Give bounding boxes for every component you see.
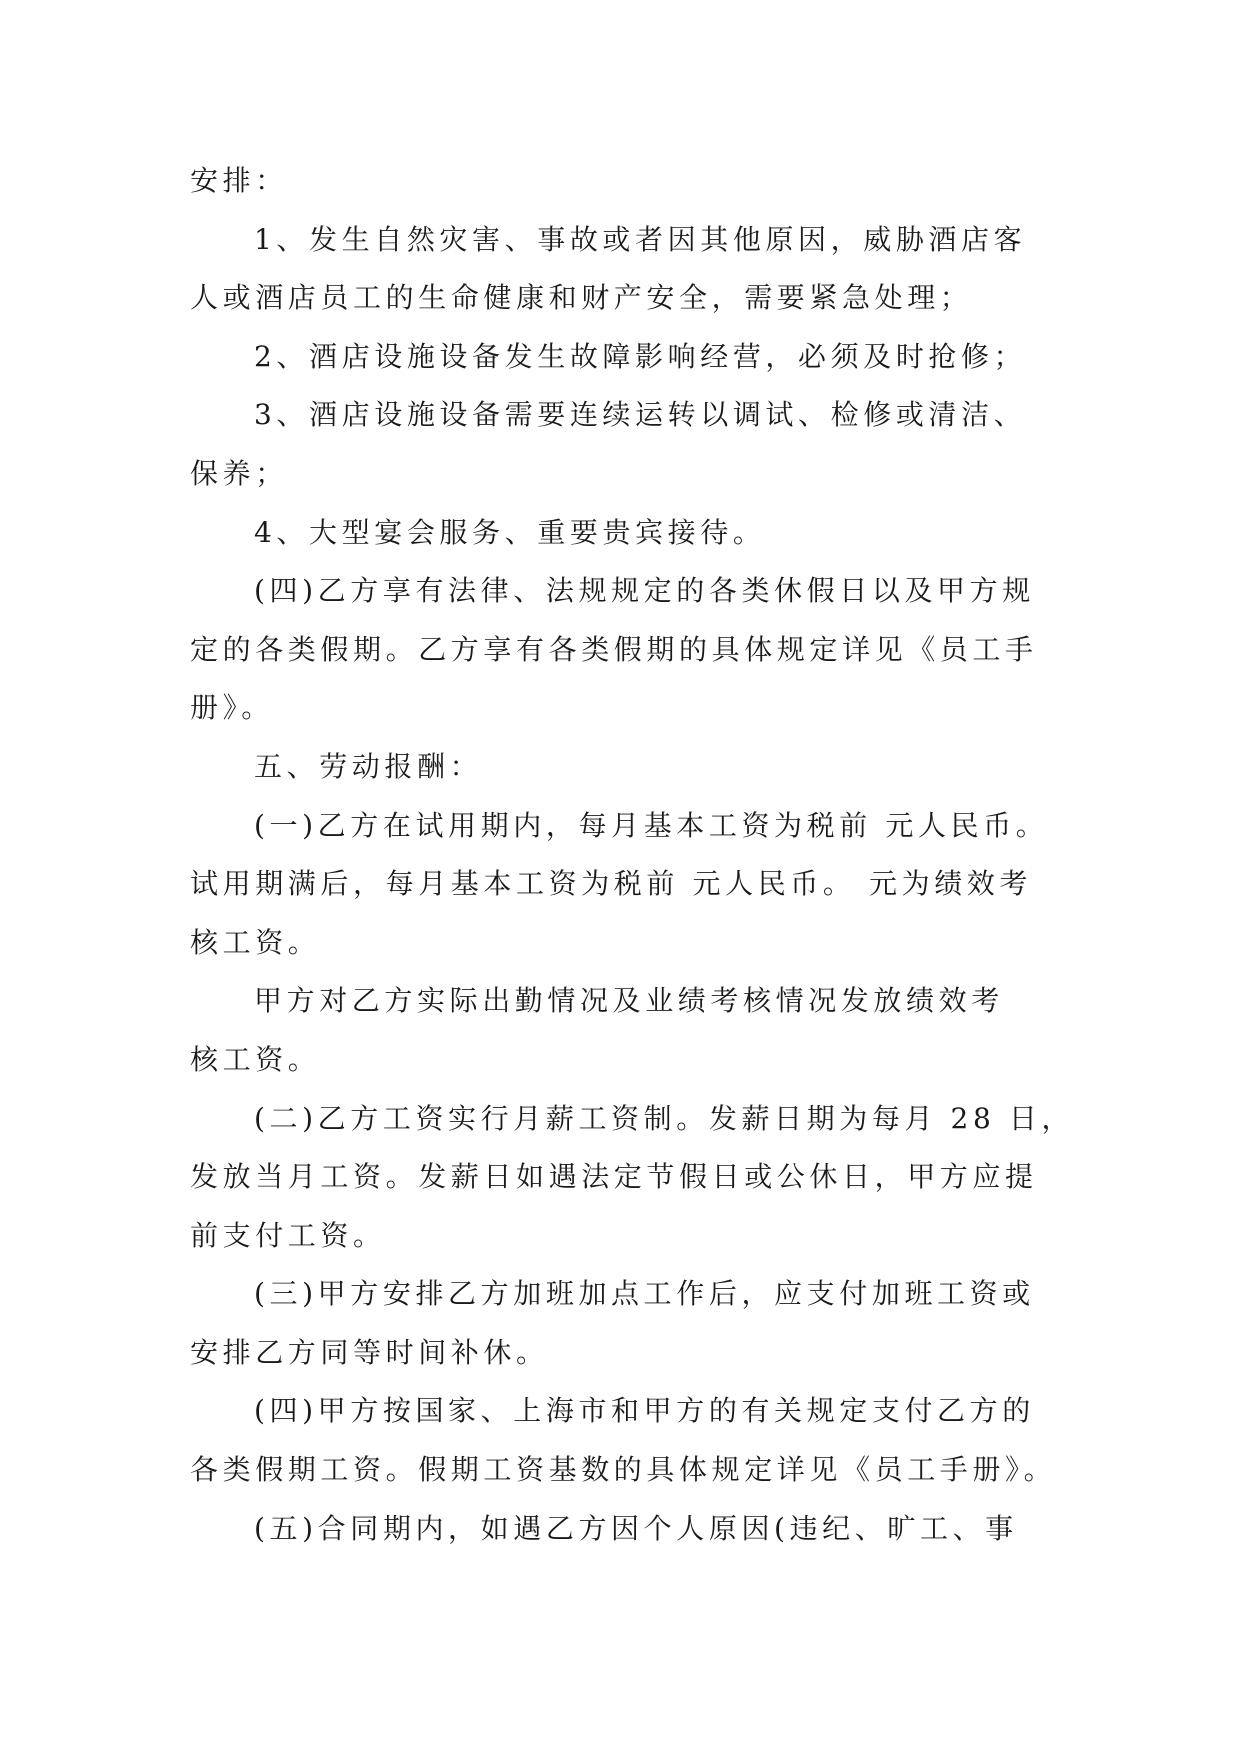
document-line: 试用期满后，每月基本工资为税前 元人民币。 元为绩效考 — [190, 867, 1033, 901]
document-line: 保养； — [190, 456, 288, 490]
document-line: (三)甲方安排乙方加班加点工作后，应支付加班工资或 — [254, 1277, 1035, 1311]
document-line: (二)乙方工资实行月薪工资制。发薪日期为每月 28 日， — [254, 1101, 1075, 1135]
document-line: 五、劳动报酬： — [254, 749, 483, 783]
document-line: (四)乙方享有法律、法规规定的各类休假日以及甲方规 — [254, 574, 1035, 608]
document-line: 2、酒店设施设备发生故障影响经营，必须及时抢修； — [254, 339, 1027, 373]
document-line: 定的各类假期。乙方享有各类假期的具体规定详见《员工手 — [190, 632, 1038, 666]
document-line: 1、发生自然灾害、事故或者因其他原因，威胁酒店客 — [254, 222, 1027, 256]
document-line: 安排乙方同等时间补休。 — [190, 1335, 549, 1369]
document-line: 安排： — [190, 164, 288, 197]
document-line: 核工资。 — [190, 1042, 321, 1076]
document-line: 4、大型宴会服务、重要贵宾接待。 — [254, 515, 766, 549]
document-line: (四)甲方按国家、上海市和甲方的有关规定支付乙方的 — [254, 1394, 1035, 1428]
document-line: 发放当月工资。发薪日如遇法定节假日或公休日，甲方应提 — [190, 1160, 1038, 1194]
document-line: (五)合同期内，如遇乙方因个人原因(违纪、旷工、事 — [254, 1511, 1018, 1545]
document-line: 前支付工资。 — [190, 1218, 386, 1252]
document-line: 册》。 — [190, 691, 274, 725]
document-line: 各类假期工资。假期工资基数的具体规定详见《员工手册》。 — [190, 1453, 1057, 1487]
document-line: 人或酒店员工的生命健康和财产安全，需要紧急处理； — [190, 281, 973, 315]
document-body — [190, 152, 1075, 1558]
document-line: 核工资。 — [190, 925, 321, 959]
document-line: (一)乙方在试用期内，每月基本工资为税前 元人民币。 — [254, 808, 1049, 842]
document-line: 3、酒店设施设备需要连续运转以调试、检修或清洁、 — [254, 398, 1027, 432]
document-line: 甲方对乙方实际出勤情况及业绩考核情况发放绩效考 — [254, 984, 1004, 1018]
